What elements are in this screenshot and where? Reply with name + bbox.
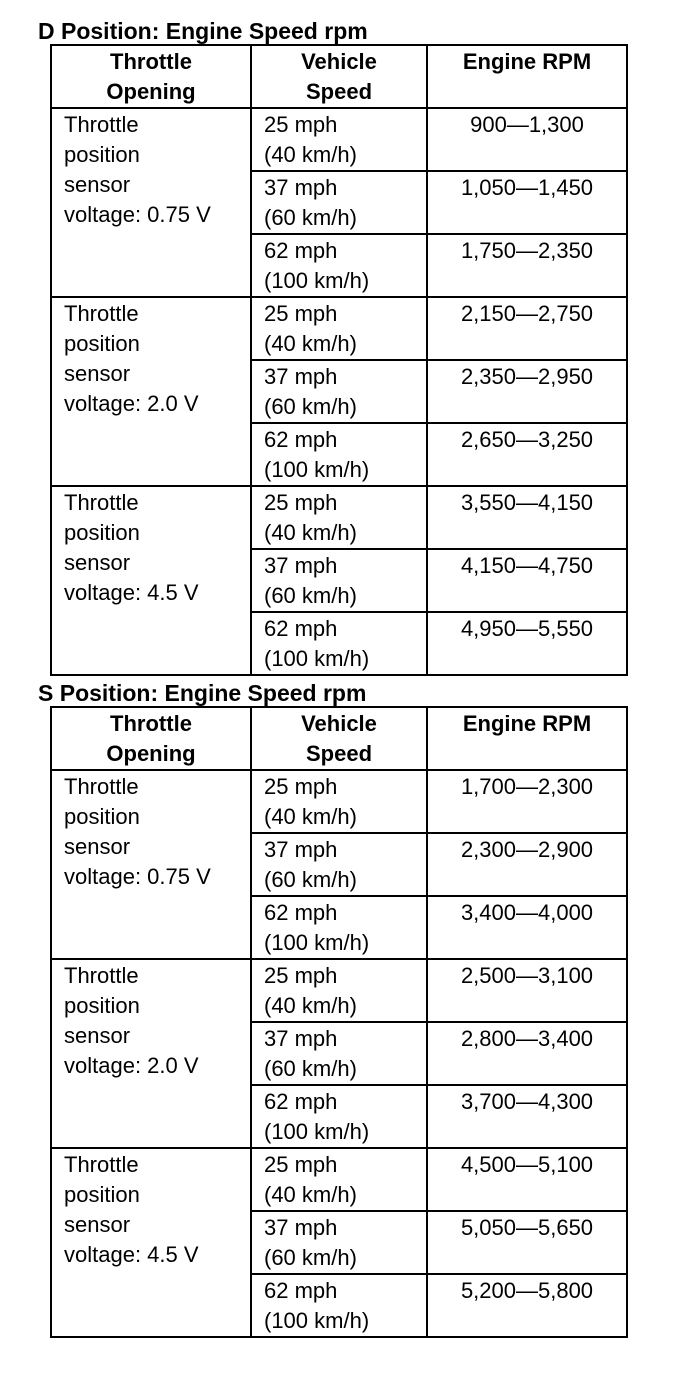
vehicle-speed-cell: 62 mph (100 km/h) [251, 234, 427, 297]
vehicle-speed-cell: 37 mph (60 km/h) [251, 360, 427, 423]
header-throttle-opening: Throttle Opening [51, 707, 251, 770]
throttle-opening-cell: Throttle position sensor voltage: 2.0 V [51, 959, 251, 1148]
vehicle-speed-cell: 62 mph (100 km/h) [251, 423, 427, 486]
vehicle-speed-cell: 25 mph (40 km/h) [251, 108, 427, 171]
engine-rpm-cell: 2,500—3,100 [427, 959, 627, 1022]
throttle-opening-cell: Throttle position sensor voltage: 0.75 V [51, 770, 251, 959]
engine-rpm-cell: 3,700—4,300 [427, 1085, 627, 1148]
header-vehicle-speed: Vehicle Speed [251, 45, 427, 108]
vehicle-speed-cell: 37 mph (60 km/h) [251, 833, 427, 896]
engine-rpm-cell: 2,800—3,400 [427, 1022, 627, 1085]
header-throttle-opening: Throttle Opening [51, 45, 251, 108]
throttle-opening-cell: Throttle position sensor voltage: 0.75 V [51, 108, 251, 297]
header-vehicle-speed: Vehicle Speed [251, 707, 427, 770]
vehicle-speed-cell: 37 mph (60 km/h) [251, 171, 427, 234]
table-row [51, 108, 627, 171]
vehicle-speed-cell: 25 mph (40 km/h) [251, 770, 427, 833]
vehicle-speed-cell: 25 mph (40 km/h) [251, 486, 427, 549]
vehicle-speed-cell: 37 mph (60 km/h) [251, 549, 427, 612]
engine-rpm-cell: 3,550—4,150 [427, 486, 627, 549]
engine-rpm-cell: 2,150—2,750 [427, 297, 627, 360]
throttle-opening-cell: Throttle position sensor voltage: 2.0 V [51, 297, 251, 486]
engine-rpm-cell: 4,950—5,550 [427, 612, 627, 675]
vehicle-speed-cell: 37 mph (60 km/h) [251, 1211, 427, 1274]
vehicle-speed-cell: 25 mph (40 km/h) [251, 297, 427, 360]
s-position-title: S Position: Engine Speed rpm [38, 680, 367, 706]
vehicle-speed-cell: 62 mph (100 km/h) [251, 612, 427, 675]
vehicle-speed-cell: 25 mph (40 km/h) [251, 1148, 427, 1211]
table-row [51, 770, 627, 833]
engine-rpm-cell: 900—1,300 [427, 108, 627, 171]
engine-rpm-cell: 5,200—5,800 [427, 1274, 627, 1337]
engine-rpm-cell: 1,050—1,450 [427, 171, 627, 234]
engine-rpm-cell: 3,400—4,000 [427, 896, 627, 959]
vehicle-speed-cell: 62 mph (100 km/h) [251, 896, 427, 959]
d-position-table [50, 44, 628, 676]
table-header-row [51, 707, 627, 770]
vehicle-speed-cell: 25 mph (40 km/h) [251, 959, 427, 1022]
engine-rpm-cell: 2,350—2,950 [427, 360, 627, 423]
engine-rpm-cell: 2,300—2,900 [427, 833, 627, 896]
table-row [51, 486, 627, 549]
table-row [51, 297, 627, 360]
header-engine-rpm: Engine RPM [427, 45, 627, 108]
vehicle-speed-cell: 62 mph (100 km/h) [251, 1274, 427, 1337]
engine-rpm-cell: 5,050—5,650 [427, 1211, 627, 1274]
engine-rpm-cell: 4,500—5,100 [427, 1148, 627, 1211]
vehicle-speed-cell: 37 mph (60 km/h) [251, 1022, 427, 1085]
d-position-title: D Position: Engine Speed rpm [38, 18, 368, 44]
throttle-opening-cell: Throttle position sensor voltage: 4.5 V [51, 486, 251, 675]
table-header-row [51, 45, 627, 108]
throttle-opening-cell: Throttle position sensor voltage: 4.5 V [51, 1148, 251, 1337]
header-engine-rpm: Engine RPM [427, 707, 627, 770]
table-row [51, 959, 627, 1022]
vehicle-speed-cell: 62 mph (100 km/h) [251, 1085, 427, 1148]
engine-rpm-cell: 2,650—3,250 [427, 423, 627, 486]
table-row [51, 1148, 627, 1211]
engine-rpm-cell: 4,150—4,750 [427, 549, 627, 612]
engine-rpm-cell: 1,700—2,300 [427, 770, 627, 833]
s-position-table [50, 706, 628, 1338]
engine-rpm-cell: 1,750—2,350 [427, 234, 627, 297]
